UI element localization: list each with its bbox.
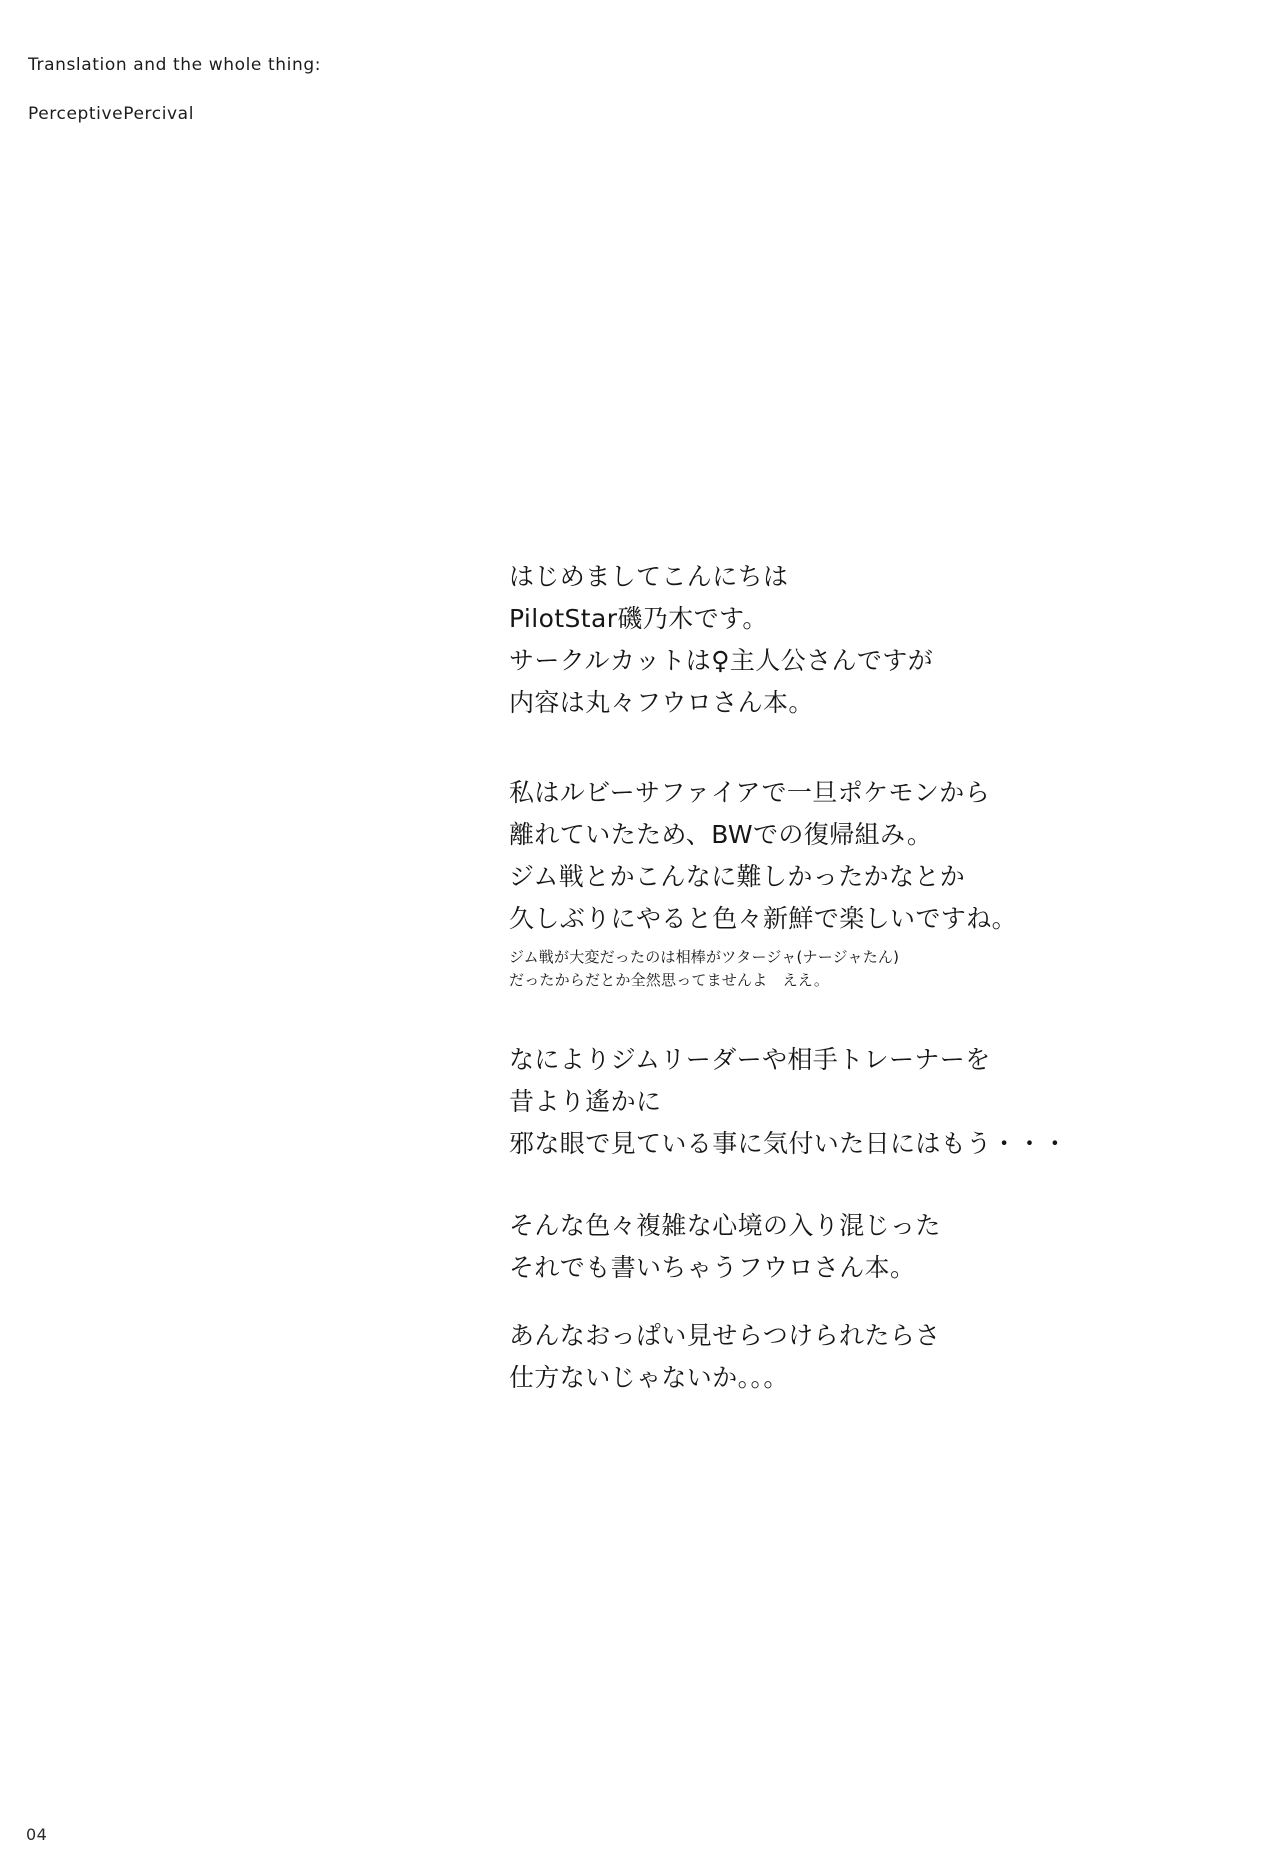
afterword-line: 離れていたため、BWでの復帰組み。 <box>509 820 933 849</box>
afterword-paragraph-1 <box>509 556 1209 724</box>
afterword-line: そんな色々複雑な心境の入り混じった <box>509 1211 941 1240</box>
afterword-line: 内容は丸々フウロさん本。 <box>509 688 814 717</box>
afterword-line: サークルカットは♀主人公さんですが <box>509 646 934 675</box>
afterword-note-line: だったからだとか全然思ってませんよ ええ。 <box>509 970 830 989</box>
afterword-line: 私はルビーサファイアで一旦ポケモンから <box>509 778 991 807</box>
afterword-line: 久しぶりにやると色々新鮮で楽しいですね。 <box>509 904 1018 933</box>
afterword-paragraph-5 <box>509 1315 1209 1399</box>
afterword-line: 仕方ないじゃないか。。。 <box>509 1363 789 1392</box>
credit-line-1: Translation and the whole thing: <box>28 54 322 75</box>
afterword-line: 邪な眼で見ている事に気付いた日にはもう・・・ <box>509 1129 1068 1158</box>
afterword-line: あんなおっぱい見せらつけられたらさ <box>509 1321 941 1350</box>
credit-line-2: PerceptivePercival <box>28 103 195 124</box>
afterword-note-line: ジム戦が大変だったのは相棒がツタージャ(ナージャたん) <box>509 948 900 966</box>
afterword-line: なによりジムリーダーや相手トレーナーを <box>509 1045 991 1074</box>
afterword-paragraph-3 <box>509 1039 1209 1165</box>
afterword-paragraph-4 <box>509 1205 1209 1289</box>
afterword-text <box>509 556 1209 1399</box>
afterword-line: それでも書いちゃうフウロさん本。 <box>509 1253 916 1282</box>
afterword-line: ジム戦とかこんなに難しかったかなとか <box>509 862 966 891</box>
afterword-line: はじめましてこんにちは <box>509 562 789 591</box>
translation-credit <box>28 28 321 151</box>
afterword-paragraph-2 <box>509 772 1209 940</box>
afterword-paragraph-2-note <box>509 946 1209 991</box>
afterword-line: PilotStar磯乃木です。 <box>509 604 768 633</box>
page-number: 04 <box>26 1825 48 1844</box>
afterword-line: 昔より遙かに <box>509 1087 662 1116</box>
